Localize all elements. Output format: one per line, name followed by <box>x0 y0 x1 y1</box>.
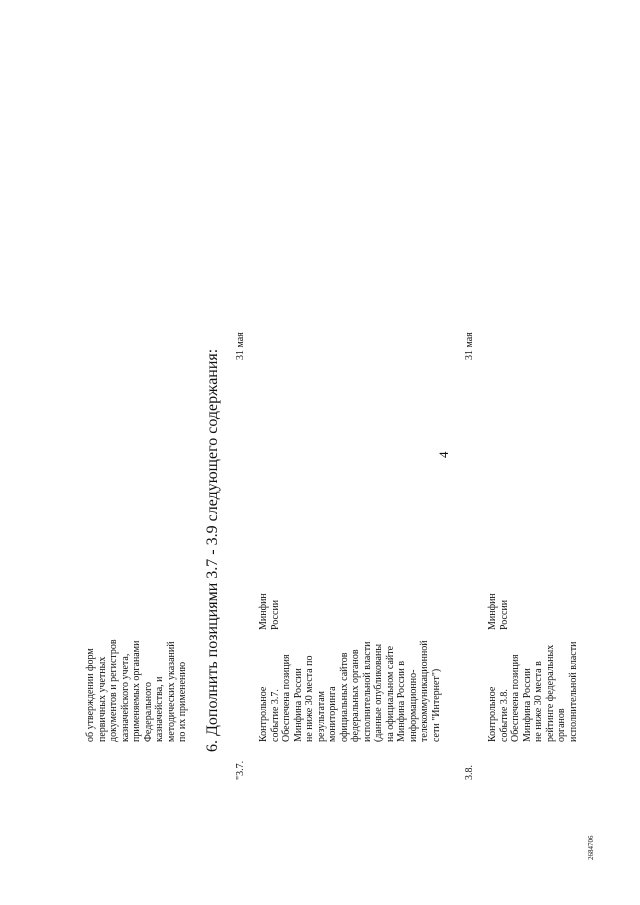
text-line: официальных сайтов <box>338 652 350 742</box>
text-line: сети "Интернет") <box>430 668 442 742</box>
row-3-7-responsible-lines <box>258 593 281 630</box>
text-line: методических указаний <box>165 641 177 742</box>
text-line: Обеспечена позиция <box>510 654 521 742</box>
text-line: Федерального <box>142 681 154 742</box>
text-line: органов <box>556 708 567 742</box>
text-line: Обеспечена позиция <box>281 654 292 742</box>
row-3-7-responsible <box>235 593 304 630</box>
row-3-7-text <box>235 640 465 742</box>
text-line: исполнительной власти <box>567 641 579 742</box>
text-line: России <box>269 599 281 630</box>
row-3-8-date: 31 мая <box>464 332 475 360</box>
text-line: Минфина России <box>292 668 304 742</box>
document-code: 2684706 <box>587 835 595 860</box>
text-line: Контрольное <box>487 686 498 742</box>
text-line: казначейства, и <box>154 676 165 742</box>
text-line: Минфин <box>258 593 269 630</box>
text-line: информационно- <box>407 669 419 742</box>
text-line: на официальном сайте <box>384 645 396 742</box>
row-3-8-responsible <box>464 593 533 630</box>
text-line: Минфина России <box>521 668 533 742</box>
text-line: по их применению <box>177 661 188 742</box>
continuation-lines <box>85 639 189 742</box>
text-line: Контрольное <box>258 686 269 742</box>
row-3-7-date: 31 мая <box>235 332 246 360</box>
page-number: 4 <box>436 451 451 458</box>
text-line: событие 3.8. <box>498 689 510 742</box>
text-line: мониторинга <box>327 686 338 742</box>
text-line: (данные опубликованы <box>373 643 384 742</box>
row-3-8-number: 3.8. <box>464 765 475 780</box>
text-line: исполнительной власти <box>361 641 373 742</box>
row-3-8-text <box>464 642 602 742</box>
text-line: событие 3.7. <box>269 689 281 742</box>
continuation-text <box>62 639 212 742</box>
section-heading: 6. Дополнить позициями 3.7 - 3.9 следующего содержания: <box>204 348 221 752</box>
text-line: документов и регистров <box>108 639 119 742</box>
text-line: Минфина России в <box>396 660 407 742</box>
text-line: телекоммуникационной <box>419 640 430 742</box>
text-line: применяемых органами <box>131 640 142 742</box>
text-line: федеральных органов <box>350 649 361 742</box>
row-3-7-number: "3.7. <box>235 760 246 780</box>
text-line: Минфин <box>487 593 498 630</box>
text-line: рейтинге федеральных <box>544 644 556 742</box>
text-line: результатам <box>315 691 327 742</box>
text-line: не ниже 30 места в <box>533 661 544 742</box>
text-line: не ниже 30 места по <box>304 655 315 742</box>
text-line: казначейского учета, <box>119 653 131 742</box>
row-3-8-responsible-lines <box>487 593 510 630</box>
row-3-8-text-lines <box>487 642 579 742</box>
row-3-7-text-lines <box>258 640 442 742</box>
text-line: первичных учетных <box>96 656 108 742</box>
text-line: об утверждении форм <box>85 648 96 742</box>
text-line: России <box>498 599 510 630</box>
